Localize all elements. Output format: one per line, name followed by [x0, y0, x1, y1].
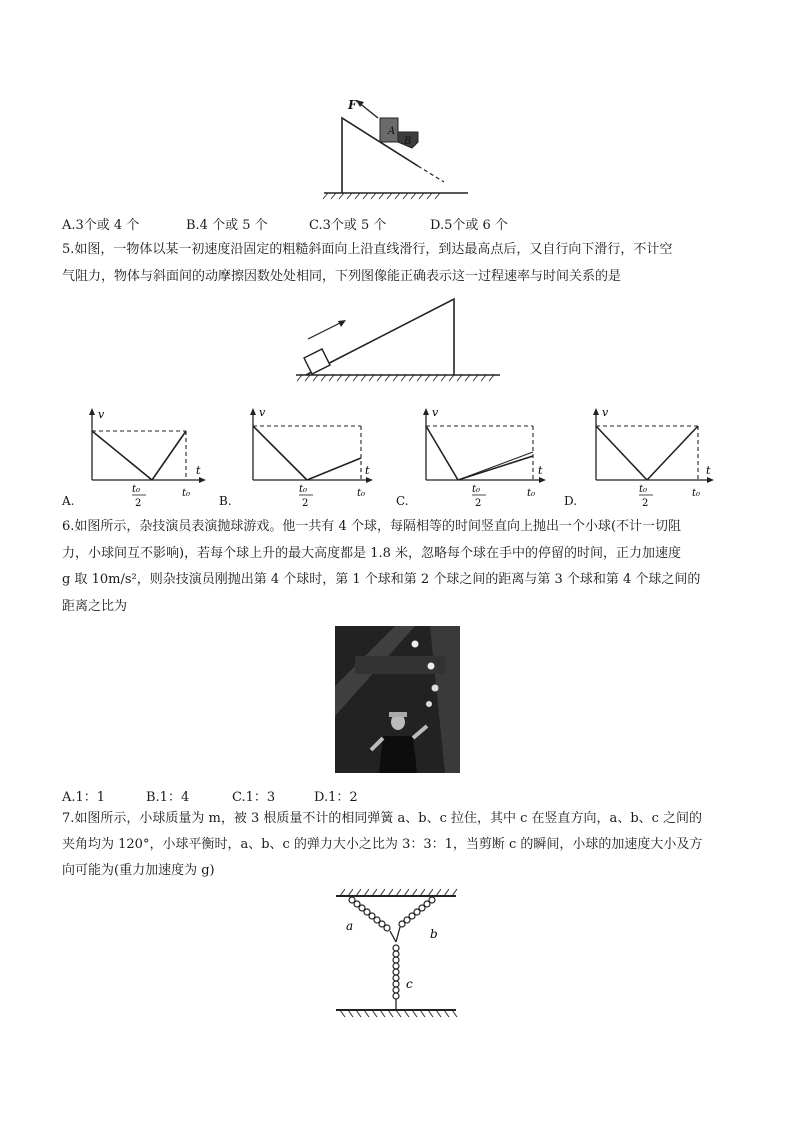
- q5-text-line1: 5.如图，一物体以某一初速度沿固定的粗糙斜面向上沿直线滑行，到达最高点后，又自行向下滑行，不计空: [62, 242, 673, 257]
- graph-d-half-den: 2: [642, 498, 649, 509]
- q7-text-line2: 夹角均为 120°，小球平衡时，a、b、c 的弹力大小之比为 3：3：1，当剪断 c 的瞬间，小球的加速度大小及方: [62, 837, 703, 852]
- springs-figure: [332, 886, 462, 1018]
- graph-a-t0: t₀: [182, 488, 191, 499]
- graph-b-t0: t₀: [357, 488, 366, 499]
- q6-text-line1: 6.如图所示，杂技演员表演抛球游戏。他一共有 4 个球，每隔相等的时间竖直向上抛出一个小球(不计一切阻: [62, 519, 682, 534]
- q6-text-line4: 距离之比为: [62, 599, 128, 614]
- q4-option-c: C.3个或 5 个: [309, 218, 387, 233]
- graph-c-letter: C.: [396, 494, 409, 508]
- graph-c-t-label: t: [538, 464, 543, 477]
- graph-b-t-label: t: [365, 464, 370, 477]
- q7-text-line1: 7.如图所示，小球质量为 m，被 3 根质量不计的相同弹簧 a、b、c 拉住，其中 c 在竖直方向，a、b、c 之间的: [62, 811, 703, 826]
- graph-d-half-num: t₀: [639, 484, 648, 495]
- graph-d: [564, 404, 724, 510]
- block-a-label: A: [388, 126, 396, 137]
- graph-c-half-num: t₀: [472, 484, 481, 495]
- q7-text-line3: 向可能为(重力加速度为 g): [62, 863, 215, 878]
- graph-b-v-label: v: [259, 406, 266, 419]
- graph-d-v-label: v: [602, 406, 609, 419]
- block-b-label: B: [404, 136, 412, 147]
- spring-b-label: b: [430, 927, 438, 941]
- wedge-blocks-figure: [318, 96, 478, 200]
- graph-a: [62, 404, 212, 510]
- graph-c: [396, 404, 556, 510]
- q6-text-line3: g 取 10m/s²，则杂技演员刚抛出第 4 个球时，第 1 个球和第 2 个球之间的距离与第 3 个球和第 4 个球之间的: [62, 572, 701, 587]
- spring-c-label: c: [406, 977, 413, 991]
- graph-d-t0: t₀: [692, 488, 701, 499]
- q4-option-a: A.3个或 4 个: [62, 218, 140, 233]
- graph-b-letter: B.: [219, 494, 232, 508]
- q6-option-c: C.1：3: [232, 790, 276, 805]
- spring-a-label: a: [346, 919, 354, 933]
- q6-option-a: A.1：1: [62, 790, 106, 805]
- force-label: F: [348, 98, 357, 112]
- incline-figure: [294, 293, 504, 385]
- graph-d-letter: D.: [564, 494, 578, 508]
- graph-a-t-label: t: [196, 464, 201, 477]
- graph-c-half-den: 2: [475, 498, 482, 509]
- q4-option-d: D.5个或 6 个: [430, 218, 508, 233]
- graph-d-t-label: t: [706, 464, 711, 477]
- juggler-photo: [335, 626, 460, 773]
- q4-option-b: B.4 个或 5 个: [186, 218, 268, 233]
- graph-b-half-num: t₀: [299, 484, 308, 495]
- q6-option-b: B.1：4: [146, 790, 190, 805]
- graph-b: [219, 404, 379, 510]
- graph-a-v-label: v: [98, 408, 105, 421]
- graph-c-t0: t₀: [527, 488, 536, 499]
- graph-a-half-num: t₀: [132, 484, 141, 495]
- graph-c-v-label: v: [432, 406, 439, 419]
- q5-text-line2: 气阻力，物体与斜面间的动摩擦因数处处相同，下列图像能正确表示这一过程速率与时间关系的是: [62, 269, 622, 284]
- graph-b-half-den: 2: [302, 498, 309, 509]
- graph-a-letter: A.: [62, 494, 75, 508]
- graph-a-half-den: 2: [135, 498, 142, 509]
- q6-text-line2: 力，小球间互不影响)，若每个球上升的最大高度都是 1.8 米，忽略每个球在手中的停留的时间，正力加速度: [62, 546, 682, 561]
- q6-option-d: D.1：2: [314, 790, 358, 805]
